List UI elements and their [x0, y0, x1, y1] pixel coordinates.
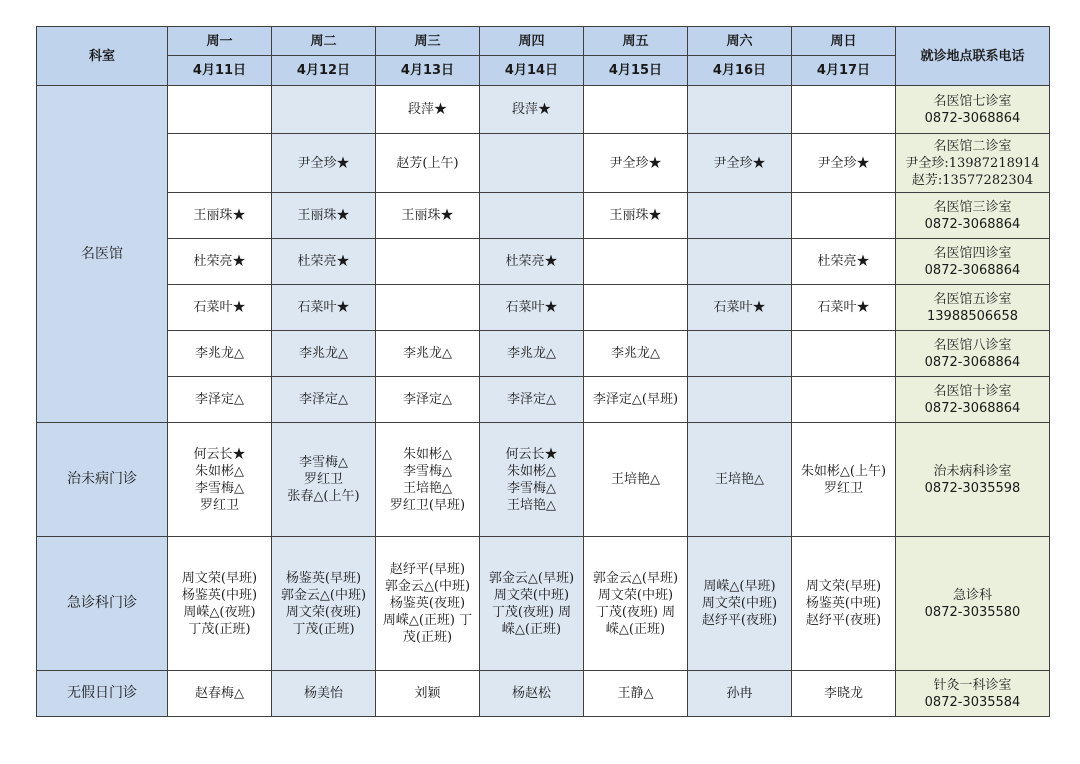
contact-line: 赵芳:13577282304 — [911, 172, 1034, 188]
dept-cell: 无假日门诊 — [37, 671, 168, 717]
doctor-entry: 李雪梅△ — [507, 480, 556, 496]
schedule-row — [37, 377, 1050, 423]
schedule-cell — [792, 86, 896, 134]
doctor-entry: 李泽定△ — [507, 392, 556, 407]
schedule-cell — [792, 537, 896, 671]
doctor-entry: 石菜叶★ — [193, 300, 246, 315]
day-header: 周三 — [376, 27, 480, 56]
schedule-row — [37, 537, 1050, 671]
doctor-entry: 周文荣(夜班) — [285, 604, 362, 620]
doctor-entry: 李兆龙△ — [507, 346, 556, 361]
schedule-cell — [480, 193, 584, 239]
contact-line: 名医馆三诊室 — [933, 199, 1012, 215]
schedule-cell — [480, 423, 584, 537]
doctor-entry: 嵘△(正班) — [605, 621, 666, 637]
doctor-entry: 尹全珍★ — [713, 155, 766, 171]
schedule-cell — [584, 671, 688, 717]
doctor-entry: 周嵘△(正班) 丁 — [382, 613, 473, 628]
doctor-entry: 李泽定△(早班) — [592, 392, 679, 407]
contact-line: 0872-3035598 — [924, 480, 1021, 496]
day-header: 周五 — [584, 27, 688, 56]
doctor-entry: 王培艳△ — [403, 480, 452, 496]
schedule-cell — [688, 423, 792, 537]
doctor-entry: 王丽珠★ — [401, 208, 454, 223]
schedule-cell — [272, 671, 376, 717]
doctor-entry: 刘颖 — [414, 686, 441, 701]
schedule-cell — [688, 537, 792, 671]
doctor-entry: 朱如彬△(上午) — [800, 463, 887, 479]
dept-header: 科室 — [37, 27, 168, 86]
doctor-entry: 周文荣(中班) — [493, 587, 570, 603]
doctor-entry: 杨鉴英(早班) — [285, 570, 362, 586]
doctor-entry: 李雪梅△ — [403, 463, 452, 479]
schedule-cell — [168, 86, 272, 134]
doctor-entry: 杜荣亮★ — [297, 254, 350, 269]
doctor-entry: 杜荣亮★ — [817, 254, 870, 269]
doctor-entry: 尹全珍★ — [297, 155, 350, 171]
schedule-cell — [272, 285, 376, 331]
doctor-entry: 丁茂(正班) — [292, 621, 355, 637]
doctor-entry: 石菜叶★ — [505, 300, 558, 315]
doctor-entry: 段萍★ — [511, 102, 551, 117]
schedule-cell — [376, 285, 480, 331]
contact-line: 名医馆四诊室 — [933, 245, 1012, 261]
schedule-cell — [792, 239, 896, 285]
doctor-entry: 李泽定△ — [299, 392, 348, 407]
doctor-entry: 赵纾平(夜班) — [701, 613, 778, 628]
schedule-cell — [376, 423, 480, 537]
schedule-cell — [688, 134, 792, 193]
schedule-row — [37, 671, 1050, 717]
contact-cell — [896, 285, 1050, 331]
schedule-cell — [792, 377, 896, 423]
dept-cell: 名医馆 — [37, 86, 168, 423]
schedule-cell — [792, 331, 896, 377]
contact-line: 0872-3068864 — [924, 262, 1021, 278]
doctor-entry: 丁茂(夜班) 周 — [595, 604, 676, 620]
doctor-entry: 嵘△(正班) — [501, 621, 562, 637]
day-header: 周四 — [480, 27, 584, 56]
schedule-cell — [168, 193, 272, 239]
doctor-entry: 罗红卫 — [199, 497, 239, 513]
date-header: 4月12日 — [272, 56, 376, 86]
schedule-cell — [272, 377, 376, 423]
schedule-cell — [480, 671, 584, 717]
date-header: 4月15日 — [584, 56, 688, 86]
schedule-cell — [688, 285, 792, 331]
contact-cell — [896, 377, 1050, 423]
schedule-cell — [480, 331, 584, 377]
schedule-cell — [376, 134, 480, 193]
doctor-entry: 李泽定△ — [403, 392, 452, 407]
doctor-entry: 丁茂(正班) — [188, 621, 251, 637]
schedule-cell — [376, 331, 480, 377]
schedule-cell — [584, 331, 688, 377]
schedule-cell — [168, 134, 272, 193]
contact-line: 针灸一科诊室 — [933, 677, 1012, 693]
doctor-entry: 王静△ — [617, 686, 654, 701]
schedule-row — [37, 86, 1050, 134]
schedule-cell — [272, 134, 376, 193]
schedule-cell — [584, 193, 688, 239]
date-header: 4月11日 — [168, 56, 272, 86]
schedule-cell — [584, 423, 688, 537]
schedule-cell — [168, 285, 272, 331]
doctor-entry: 何云长★ — [193, 446, 246, 462]
schedule-cell — [584, 285, 688, 331]
schedule-cell — [376, 193, 480, 239]
contact-line: 名医馆五诊室 — [933, 291, 1012, 307]
doctor-entry: 周文荣(早班) — [181, 570, 258, 586]
contact-line: 治未病科诊室 — [933, 463, 1012, 479]
schedule-cell — [688, 239, 792, 285]
doctor-entry: 李兆龙△ — [195, 346, 244, 361]
doctor-entry: 尹全珍★ — [817, 155, 870, 171]
date-header: 4月14日 — [480, 56, 584, 86]
doctor-entry: 李晓龙 — [823, 686, 863, 701]
schedule-cell — [272, 86, 376, 134]
schedule-cell — [168, 671, 272, 717]
schedule-cell — [584, 377, 688, 423]
doctor-entry: 尹全珍★ — [609, 155, 662, 171]
schedule-cell — [272, 239, 376, 285]
schedule-cell — [792, 134, 896, 193]
doctor-entry: 罗红卫 — [823, 480, 863, 496]
contact-cell — [896, 193, 1050, 239]
day-header: 周一 — [168, 27, 272, 56]
doctor-entry: 赵纾平(早班) — [389, 562, 466, 577]
doctor-entry: 李兆龙△ — [611, 346, 660, 361]
doctor-entry: 杨鉴英(夜班) — [389, 596, 466, 611]
date-header: 4月13日 — [376, 56, 480, 86]
schedule-row — [37, 285, 1050, 331]
doctor-entry: 王丽珠★ — [193, 208, 246, 223]
contact-cell — [896, 331, 1050, 377]
doctor-entry: 郭金云△(早班) — [592, 570, 679, 586]
date-header: 4月16日 — [688, 56, 792, 86]
day-header: 周日 — [792, 27, 896, 56]
doctor-entry: 周文荣(中班) — [701, 596, 778, 611]
schedule-cell — [480, 86, 584, 134]
schedule-cell — [584, 134, 688, 193]
schedule-cell — [480, 239, 584, 285]
doctor-entry: 王丽珠★ — [609, 208, 662, 223]
doctor-entry: 杜荣亮★ — [193, 254, 246, 269]
schedule-cell — [272, 193, 376, 239]
contact-line: 13988506658 — [927, 308, 1018, 324]
doctor-entry: 石菜叶★ — [817, 300, 870, 315]
doctor-entry: 茂(正班) — [402, 630, 453, 645]
schedule-cell — [272, 537, 376, 671]
day-header: 周二 — [272, 27, 376, 56]
doctor-entry: 杨美怡 — [303, 686, 343, 701]
date-header: 4月17日 — [792, 56, 896, 86]
schedule-cell — [792, 671, 896, 717]
contact-line: 名医馆十诊室 — [933, 383, 1012, 399]
schedule-row — [37, 134, 1050, 193]
doctor-entry: 何云长★ — [505, 446, 558, 462]
contact-line: 0872-3068864 — [924, 216, 1021, 232]
schedule-cell — [792, 423, 896, 537]
schedule-cell — [480, 377, 584, 423]
contact-line: 0872-3035584 — [924, 694, 1021, 710]
contact-line: 0872-3068864 — [924, 400, 1021, 416]
schedule-cell — [792, 193, 896, 239]
doctor-entry: 李泽定△ — [195, 392, 244, 407]
doctor-entry: 郭金云△(早班) — [488, 570, 575, 586]
schedule-cell — [480, 285, 584, 331]
schedule-cell — [168, 331, 272, 377]
schedule-wrapper — [36, 26, 1050, 717]
schedule-cell — [168, 423, 272, 537]
schedule-cell — [272, 331, 376, 377]
schedule-cell — [168, 239, 272, 285]
schedule-cell — [376, 239, 480, 285]
doctor-entry: 朱如彬△ — [507, 463, 556, 479]
contact-line: 0872-3035580 — [924, 604, 1021, 620]
contact-line: 0872-3068864 — [924, 110, 1021, 126]
header-day-row — [37, 27, 1050, 56]
schedule-cell — [272, 423, 376, 537]
contact-cell — [896, 537, 1050, 671]
doctor-entry: 杨赵松 — [511, 686, 551, 701]
contact-cell — [896, 423, 1050, 537]
schedule-cell — [688, 193, 792, 239]
contact-cell — [896, 86, 1050, 134]
doctor-entry: 李兆龙△ — [299, 346, 348, 361]
schedule-cell — [480, 537, 584, 671]
contact-line: 名医馆八诊室 — [933, 337, 1012, 353]
contact-line: 急诊科 — [952, 587, 992, 603]
schedule-cell — [168, 377, 272, 423]
doctor-entry: 李兆龙△ — [403, 346, 452, 361]
schedule-cell — [584, 86, 688, 134]
doctor-entry: 张春△(上午) — [287, 489, 360, 504]
doctor-entry: 杜荣亮★ — [505, 254, 558, 269]
doctor-entry: 杨鉴英(中班) — [181, 587, 258, 603]
doctor-entry: 赵春梅△ — [195, 686, 244, 701]
schedule-row — [37, 193, 1050, 239]
schedule-header — [37, 27, 1050, 86]
schedule-cell — [168, 537, 272, 671]
doctor-entry: 杨鉴英(中班) — [805, 596, 882, 611]
doctor-entry: 朱如彬△ — [195, 463, 244, 479]
doctor-entry: 石菜叶★ — [297, 300, 350, 315]
dept-cell: 急诊科门诊 — [37, 537, 168, 671]
doctor-entry: 周嵘△(早班) — [703, 579, 776, 594]
schedule-row — [37, 239, 1050, 285]
schedule-body — [37, 86, 1050, 717]
dept-cell: 治未病门诊 — [37, 423, 168, 537]
doctor-entry: 王培艳△ — [507, 497, 556, 513]
doctor-entry: 罗红卫(早班) — [389, 497, 466, 513]
doctor-entry: 丁茂(夜班) 周 — [491, 604, 572, 620]
schedule-cell — [376, 377, 480, 423]
schedule-table — [36, 26, 1050, 717]
doctor-entry: 罗红卫 — [303, 472, 343, 487]
schedule-cell — [688, 377, 792, 423]
doctor-entry: 赵芳(上午) — [396, 155, 459, 171]
doctor-entry: 石菜叶★ — [713, 300, 766, 315]
contact-line: 名医馆七诊室 — [933, 93, 1012, 109]
doctor-entry: 孙冉 — [726, 686, 753, 701]
schedule-cell — [584, 537, 688, 671]
schedule-cell — [688, 86, 792, 134]
day-header: 周六 — [688, 27, 792, 56]
contact-cell — [896, 239, 1050, 285]
contact-header: 就诊地点联系电话 — [896, 27, 1050, 86]
doctor-entry: 郭金云△(中班) — [384, 579, 471, 594]
contact-line: 名医馆二诊室 — [933, 138, 1012, 154]
doctor-entry: 郭金云△(中班) — [280, 587, 367, 603]
schedule-row — [37, 423, 1050, 537]
doctor-entry: 周文荣(中班) — [597, 587, 674, 603]
schedule-cell — [376, 537, 480, 671]
doctor-entry: 王培艳△ — [715, 472, 764, 487]
contact-cell — [896, 671, 1050, 717]
doctor-entry: 李雪梅△ — [195, 480, 244, 496]
doctor-entry: 段萍★ — [407, 102, 447, 117]
doctor-entry: 王培艳△ — [611, 472, 660, 487]
schedule-cell — [792, 285, 896, 331]
doctor-entry: 朱如彬△ — [403, 446, 452, 462]
schedule-cell — [480, 134, 584, 193]
schedule-cell — [584, 239, 688, 285]
doctor-entry: 周嵘△(夜班) — [183, 604, 256, 620]
schedule-cell — [688, 671, 792, 717]
schedule-cell — [688, 331, 792, 377]
contact-cell — [896, 134, 1050, 193]
doctor-entry: 赵纾平(夜班) — [805, 613, 882, 628]
schedule-cell — [376, 86, 480, 134]
contact-line: 尹全珍:13987218914 — [905, 155, 1040, 171]
doctor-entry: 周文荣(早班) — [805, 579, 882, 594]
contact-line: 0872-3068864 — [924, 354, 1021, 370]
doctor-entry: 李雪梅△ — [299, 455, 348, 470]
doctor-entry: 王丽珠★ — [297, 208, 350, 223]
schedule-row — [37, 331, 1050, 377]
schedule-cell — [376, 671, 480, 717]
